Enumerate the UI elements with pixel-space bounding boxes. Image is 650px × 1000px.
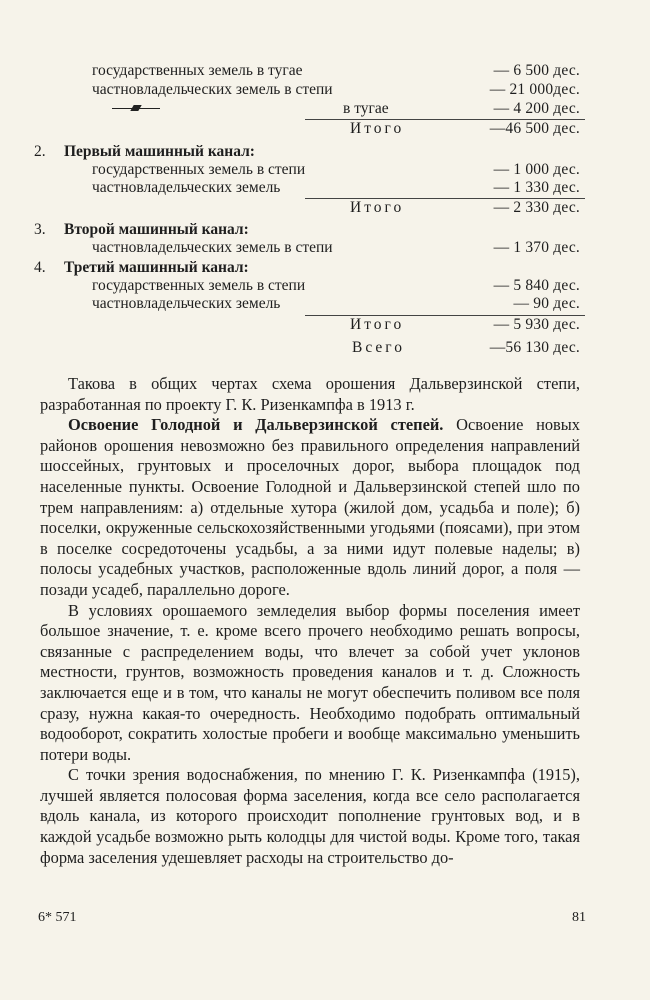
paragraph (40, 415, 580, 600)
table-row (0, 177, 650, 198)
table-row (0, 237, 650, 258)
section-number: 2. (34, 143, 46, 160)
body-text (40, 374, 580, 868)
paragraph-text: Освоение новых районов орошения невозможно без правильного определения направлений шоссейных, грунтовых и проселочных дорог, выбора площадок под населенные пункты. Освоение Голодной и Дальверзинской степей шло по трем направлениям: а) отдельные хутора (жилой дом, усадьба и поле); б) поселки, окруженные сельскохозяйственными угодьями (поясами), при этом в поселке сосредоточены усадьбы, а за ними идут полевые наделы; в) полосы усадебных участков, расположенные вдоль линий дорог, а поля — позади усадеб, параллельно дороге. (40, 415, 580, 599)
paragraph: В условиях орошаемого земледелия выбор формы поселения имеет большое значение, т. е. кроме всего прочего необходимо решать вопросы, связанные с распределением воды, что влечет за собой учет уклонов местности, грунтов, возможность проведения каналов и т. д. Сложность заключается еще и в том, что каналы не могут обеспечить поливом все поля сразу, нужна какая-то очередность. Необходимо подобрать оптимальный водооборот, сократить холостые пробеги и вообще максимально уменьшить потери воды. (40, 600, 580, 764)
row-value: — 5 840 дес. (493, 277, 580, 294)
paragraph: С точки зрения водоснабжения, по мнению Г. К. Ризенкампфа (1915), лучшей является полосовая форма заселения, когда все село располагается вдоль канала, из которого происходит пополнение грунтовых вод, и в каждой усадьбе возможно рыть колодцы для чистой воды. Кроме того, такая форма заселения удешевляет расходы на строительство до- (40, 765, 580, 867)
table-row (0, 293, 650, 314)
total-row (0, 118, 650, 139)
row-label: государственных земель в тугае (92, 62, 303, 79)
ditto-mark-icon (112, 108, 160, 109)
row-value: — 1 000 дес. (493, 161, 580, 178)
grand-total-value: —56 130 дес. (489, 339, 580, 356)
row-label: частновладельческих земель (92, 295, 281, 312)
section-number: 4. (34, 259, 46, 276)
grand-total-label: Всего (352, 339, 406, 356)
row-label: частновладельческих земель в степи (92, 81, 333, 98)
total-value: —46 500 дес. (489, 120, 580, 137)
subheading: Освоение Голодной и Дальверзинской степей. (68, 415, 444, 435)
total-value: — 2 330 дес. (493, 199, 580, 216)
section-title: Третий машинный канал: (64, 259, 249, 276)
table-row (0, 79, 650, 100)
row-value: — 90 дес. (513, 295, 580, 312)
table-row (0, 98, 650, 119)
total-label: Итого (350, 120, 405, 137)
total-label: Итого (350, 199, 405, 216)
row-value: — 1 330 дес. (493, 179, 580, 196)
grand-total-row (0, 337, 650, 358)
page-number: 81 (572, 910, 586, 925)
printer-signature: 6* 571 (38, 910, 77, 925)
section-title: Первый машинный канал: (64, 143, 255, 160)
row-label: государственных земель в степи (92, 277, 306, 294)
row-label: в тугае (343, 100, 389, 117)
row-label: частновладельческих земель в степи (92, 239, 333, 256)
row-value: — 21 000дес. (489, 81, 580, 98)
total-value: — 5 930 дес. (493, 316, 580, 333)
row-label: государственных земель в степи (92, 161, 306, 178)
row-value: — 4 200 дес. (493, 100, 580, 117)
total-row (0, 197, 650, 218)
row-value: — 1 370 дес. (493, 239, 580, 256)
row-value: — 6 500 дес. (493, 62, 580, 79)
section-title: Второй машинный канал: (64, 221, 249, 238)
paragraph: Такова в общих чертах схема орошения Дальверзинской степи, разработанная по проекту Г. К. Ризенкампфа в 1913 г. (40, 374, 580, 414)
total-label: Итого (350, 316, 405, 333)
table-row (0, 60, 650, 81)
row-label: частновладельческих земель (92, 179, 281, 196)
total-row (0, 314, 650, 335)
section-number: 3. (34, 221, 46, 238)
